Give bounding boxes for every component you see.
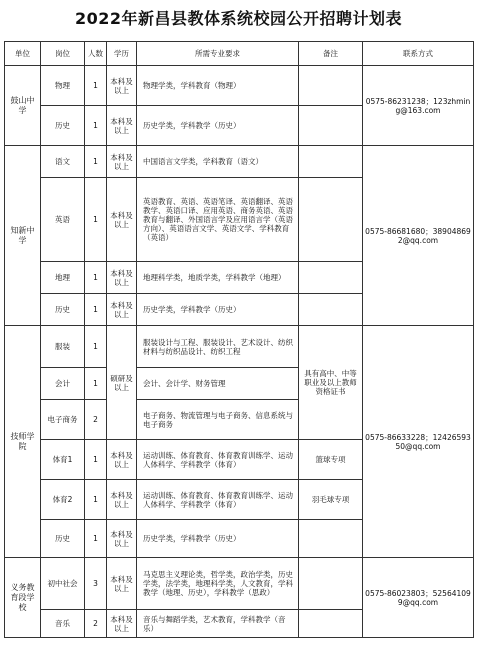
remark-cell xyxy=(299,106,363,146)
requirement-cell: 历史学类，学科教学（历史） xyxy=(137,520,299,558)
requirement-cell: 马克思主义理论类，哲学类，政治学类，历史学类，法学类，地理科学类，人文教育，学科教学（地理、历史），学科教学（思政） xyxy=(137,558,299,610)
requirement-cell: 物理学类，学科教育（物理） xyxy=(137,66,299,106)
remark-cell xyxy=(299,178,363,262)
position-cell: 初中社会 xyxy=(41,558,85,610)
unit-cell: 技师学院 xyxy=(5,326,41,558)
education-cell: 本科及以上 xyxy=(107,294,137,326)
recruitment-table xyxy=(4,41,474,638)
count-cell: 1 xyxy=(85,368,107,400)
header-count: 人数 xyxy=(85,42,107,66)
header-unit: 单位 xyxy=(5,42,41,66)
remark-cell xyxy=(299,294,363,326)
remark-cell: 篮球专项 xyxy=(299,440,363,480)
requirement-cell: 运动训练、体育教育、体育教育训练学、运动人体科学、学科教学（体育） xyxy=(137,480,299,520)
requirement-cell: 历史学类，学科教学（历史） xyxy=(137,294,299,326)
requirement-cell: 中国语言文学类，学科教育（语文） xyxy=(137,146,299,178)
position-cell: 语文 xyxy=(41,146,85,178)
table-row xyxy=(5,558,474,610)
count-cell: 1 xyxy=(85,294,107,326)
count-cell: 1 xyxy=(85,440,107,480)
count-cell: 1 xyxy=(85,66,107,106)
count-cell: 1 xyxy=(85,262,107,294)
education-cell: 本科及以上 xyxy=(107,66,137,106)
education-cell: 硕研及以上 xyxy=(107,326,137,440)
education-cell: 本科及以上 xyxy=(107,262,137,294)
position-cell: 体育1 xyxy=(41,440,85,480)
education-cell: 本科及以上 xyxy=(107,520,137,558)
count-cell: 2 xyxy=(85,400,107,440)
count-cell: 1 xyxy=(85,146,107,178)
remark-cell: 羽毛球专项 xyxy=(299,480,363,520)
position-cell: 电子商务 xyxy=(41,400,85,440)
position-cell: 会计 xyxy=(41,368,85,400)
position-cell: 地理 xyxy=(41,262,85,294)
requirement-cell: 运动训练、体育教育、体育教育训练学、运动人体科学、学科教学（体育） xyxy=(137,440,299,480)
header-requirement: 所需专业要求 xyxy=(137,42,299,66)
requirement-cell: 服装设计与工程、服装设计、艺术设计、纺织材料与纺织品设计、纺织工程 xyxy=(137,326,299,368)
page-title: 2022年新昌县教体系统校园公开招聘计划表 xyxy=(74,9,403,28)
remark-cell xyxy=(299,146,363,178)
education-cell: 本科及以上 xyxy=(107,146,137,178)
remark-cell xyxy=(299,610,363,638)
position-cell: 体育2 xyxy=(41,480,85,520)
count-cell: 1 xyxy=(85,178,107,262)
table-row xyxy=(5,66,474,106)
count-cell: 1 xyxy=(85,106,107,146)
requirement-cell: 电子商务、物流管理与电子商务、信息系统与电子商务 xyxy=(137,400,299,440)
education-cell: 本科及以上 xyxy=(107,106,137,146)
requirement-cell: 英语教育、英语、英语笔译、英语翻译、英语教学、英语口译、应用英语、商务英语、英语教育与翻译、外国语言学及应用语言学（英语方向）、英语语言文学、英语文学、学科教育（英语） xyxy=(137,178,299,262)
education-cell: 本科及以上 xyxy=(107,178,137,262)
header-row xyxy=(5,42,474,66)
position-cell: 英语 xyxy=(41,178,85,262)
header-contact: 联系方式 xyxy=(363,42,474,66)
position-cell: 历史 xyxy=(41,106,85,146)
remark-cell xyxy=(299,262,363,294)
header-position: 岗位 xyxy=(41,42,85,66)
unit-cell: 鼓山中学 xyxy=(5,66,41,146)
position-cell: 音乐 xyxy=(41,610,85,638)
contact-cell: 0575-86231238；123zhming@163.com xyxy=(363,66,474,146)
header-remark: 备注 xyxy=(299,42,363,66)
header-education: 学历 xyxy=(107,42,137,66)
count-cell: 3 xyxy=(85,558,107,610)
count-cell: 1 xyxy=(85,326,107,368)
contact-cell: 0575-86023803；525641099@qq.com xyxy=(363,558,474,638)
education-cell: 本科及以上 xyxy=(107,480,137,520)
education-cell: 本科及以上 xyxy=(107,558,137,610)
table-row xyxy=(5,146,474,178)
remark-cell xyxy=(299,66,363,106)
contact-cell: 0575-86633228；1242659350@qq.com xyxy=(363,326,474,558)
unit-cell: 义务教育段学校 xyxy=(5,558,41,638)
requirement-cell: 会计、会计学、财务管理 xyxy=(137,368,299,400)
position-cell: 服装 xyxy=(41,326,85,368)
position-cell: 历史 xyxy=(41,294,85,326)
unit-cell: 知新中学 xyxy=(5,146,41,326)
education-cell: 本科及以上 xyxy=(107,440,137,480)
remark-cell xyxy=(299,520,363,558)
remark-cell xyxy=(299,558,363,610)
position-cell: 历史 xyxy=(41,520,85,558)
requirement-cell: 音乐与舞蹈学类，艺术教育，学科教学（音乐） xyxy=(137,610,299,638)
count-cell: 1 xyxy=(85,520,107,558)
remark-cell: 具有高中、中等职业及以上教师资格证书 xyxy=(299,326,363,440)
position-cell: 物理 xyxy=(41,66,85,106)
requirement-cell: 地理科学类，地质学类，学科教学（地理） xyxy=(137,262,299,294)
education-cell: 本科及以上 xyxy=(107,610,137,638)
count-cell: 2 xyxy=(85,610,107,638)
count-cell: 1 xyxy=(85,480,107,520)
table-row xyxy=(5,326,474,368)
requirement-cell: 历史学类，学科教学（历史） xyxy=(137,106,299,146)
contact-cell: 0575-86681680；389048692@qq.com xyxy=(363,146,474,326)
